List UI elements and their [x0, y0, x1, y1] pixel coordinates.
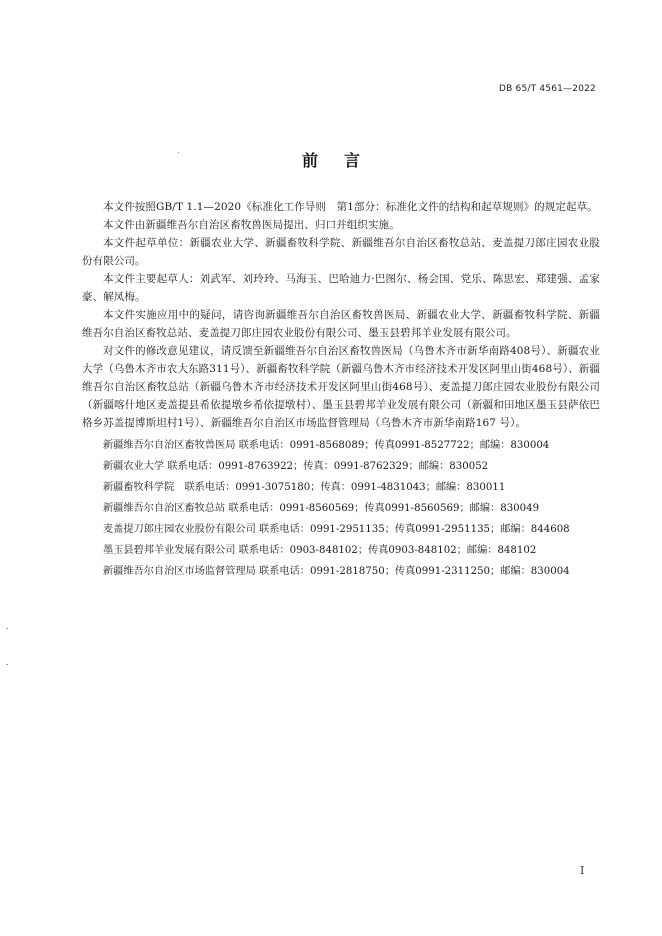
scan-speck — [6, 628, 8, 629]
paragraph-drafting-units: 本文件起草单位：新疆农业大学、新疆畜牧科学院、新疆维吾尔自治区畜牧总站、麦盖提刀郎庄园农业股份有限公司。 — [82, 237, 600, 267]
page-title: 前言 — [301, 151, 386, 170]
paragraph-proposer: 本文件由新疆维吾尔自治区畜牧兽医局提出、归口并组织实施。 — [103, 219, 400, 231]
paragraph-inquiries: 本文件实施应用中的疑问，请咨询新疆维吾尔自治区畜牧兽医局、新疆农业大学、新疆畜牧科学院、新疆维吾尔自治区畜牧总站、麦盖提刀郎庄园农业股份有限公司、墨玉县碧邦羊业发展有限公司。 — [82, 309, 600, 339]
contact-list — [82, 435, 600, 582]
contact-item: 麦盖提刀郎庄园农业股份有限公司 联系电话：0991-2951135；传真0991-2951135；邮编：844608 — [103, 524, 570, 535]
scan-speck — [6, 664, 8, 665]
standard-code: DB 65/T 4561—2022 — [498, 84, 596, 94]
scan-speck — [178, 152, 179, 153]
page-number: I — [580, 864, 585, 877]
paragraph-feedback: 对文件的修改意见建议，请反馈至新疆维吾尔自治区畜牧兽医局（乌鲁木齐市新华南路408号）、新疆农业大学（乌鲁木齐市农大东路311号）、新疆畜牧科学院（新疆乌鲁木齐市经济技术开发区阿里山街468号）、新疆维吾尔自治区畜牧总站（新疆乌鲁木齐市经济技术开发区阿里山街468号）、麦盖提刀郎庄园农业股份有限公司（新疆喀什地区麦盖提县希依提墩乡希依提墩村）、墨玉县碧邦羊业发展有限公司（新疆和田地区墨玉县萨依巴格乡苏盖提博斯坦村1号）、新疆维吾尔自治区市场监督管理局（乌鲁木齐市新华南路167 号）。 — [82, 345, 600, 429]
document-body — [82, 198, 600, 582]
contact-item: 新疆畜牧科学院 联系电话：0991-3075180；传真：0991-4831043；邮编：830011 — [103, 482, 506, 493]
contact-item: 新疆维吾尔自治区畜牧总站 联系电话：0991-8560569；传真0991-8560569；邮编：830049 — [103, 503, 540, 514]
contact-item: 新疆农业大学 联系电话：0991-8763922；传真：0991-8762329；邮编：830052 — [103, 461, 489, 472]
contact-item: 墨玉县碧邦羊业发展有限公司 联系电话：0903-848102；传真0903-848102；邮编：848102 — [103, 545, 537, 556]
contact-item: 新疆维吾尔自治区市场监督管理局 联系电话：0991-2818750；传真0991-2311250；邮编：830004 — [103, 566, 570, 577]
paragraph-drafters: 本文件主要起草人：刘武军、刘玲玲、马海玉、巴哈迪力·巴图尔、杨会国、党乐、陈思宏、郑建强、孟家豪、解凤梅。 — [82, 273, 600, 303]
paragraph-drafting-rule: 本文件按照GB/T 1.1—2020《标准化工作导则 第1部分：标准化文件的结构和起草规则》的规定起草。 — [103, 201, 598, 213]
contact-item: 新疆维吾尔自治区畜牧兽医局 联系电话：0991-8568089；传真0991-8527722；邮编：830004 — [103, 440, 550, 451]
